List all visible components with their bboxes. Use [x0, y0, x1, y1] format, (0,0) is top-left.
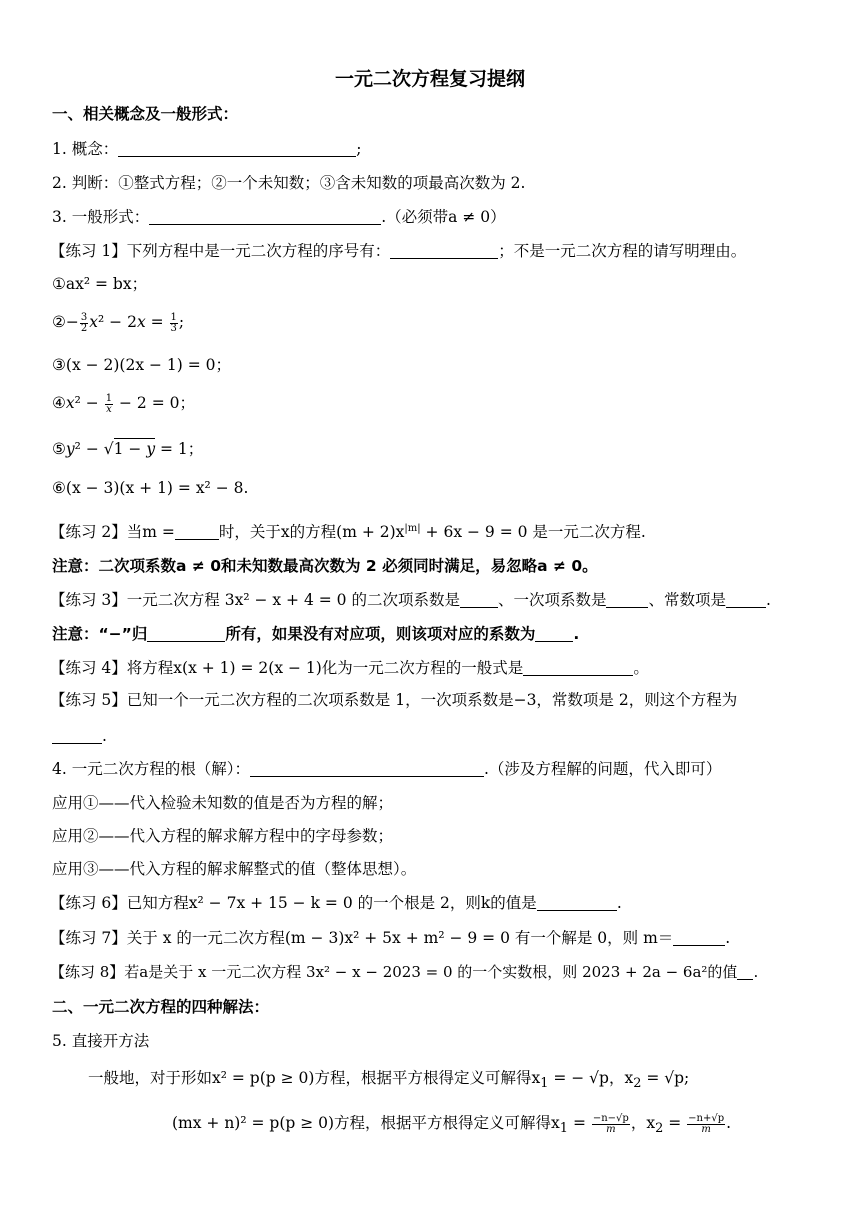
rule-1-c: = √p;: [641, 1069, 690, 1087]
exercise-2-a: 【练习 2】当m =: [50, 523, 175, 542]
judge-line: 2. 判断：①整式方程；②一个未知数；③含未知数的项最高次数为 2.: [52, 174, 526, 192]
fraction-3-over-2: $\frac{3}{2}$: [80, 311, 88, 334]
general-form-line: [52, 206, 820, 228]
rule-2-c: ，x: [630, 1114, 656, 1132]
rule-2-b: =: [568, 1114, 591, 1132]
section-heading-methods: 二、一元二次方程的四种解法：: [52, 998, 270, 1016]
exercise-4-blank[interactable]: [523, 659, 633, 676]
exercise-2: [50, 518, 820, 543]
item-2-marker: ②: [52, 313, 66, 331]
exercise-1-blank[interactable]: [390, 242, 498, 259]
page-title: 一元二次方程复习提纲: [334, 68, 525, 90]
exercise-1-suffix: ；不是一元二次方程的请写明理由。: [498, 242, 747, 260]
application-2: 应用②——代入方程的解求解方程中的字母参数；: [52, 827, 394, 845]
exercise-8-a: 【练习 8】若a是关于 x 一元二次方程 3x² − x − 2023 = 0 的一个实数根，则 2023 + 2a − 6a²的值: [50, 963, 738, 981]
root-label: 4. 一元二次方程的根（解）：: [52, 760, 250, 778]
item-5-marker: ⑤: [52, 440, 66, 458]
exercise-6: [50, 892, 820, 914]
application-3: 应用③——代入方程的解求解整式的值（整体思想）。: [52, 860, 417, 878]
exercise-3-c: 、常数项是: [648, 591, 726, 609]
fraction-1-over-x: $\frac{1}{x}$: [105, 392, 113, 415]
exercise-8-b: .: [753, 963, 759, 981]
direct-root-rule-1: 一般地，对于形如x² = p(p ≥ 0)方程，根据平方根得定义可解得$x_1$ = − √p，$x_2 = √p$;: [88, 1069, 690, 1092]
concept-line: [52, 138, 820, 160]
note-sign-b: 所有，如果没有对应项，则该项对应的系数为: [225, 625, 536, 643]
exercise-6-a: 【练习 6】已知方程x² − 7x + 15 − k = 0 的一个根是 2，则k的值是: [50, 894, 537, 912]
application-1: 应用①——代入检验未知数的值是否为方程的解；: [52, 794, 394, 812]
equation-item-2: ②− $\frac{3}{2}$ x² − 2x = $\frac{1}{3}$ ;: [52, 311, 185, 334]
note-sign-blank-1[interactable]: [147, 625, 225, 642]
rule-1-b: = − √p，x: [548, 1069, 634, 1087]
exercise-8-blank[interactable]: [737, 963, 753, 980]
exercise-2-exponent: |m|: [404, 523, 421, 534]
exercise-1: [50, 240, 820, 262]
concept-end: ;: [356, 140, 362, 158]
exercise-3-blank-1[interactable]: [460, 591, 498, 608]
exercise-6-blank[interactable]: [537, 894, 617, 911]
exercise-5-answer: [52, 725, 820, 747]
general-form-label: 3. 一般形式：: [52, 208, 150, 226]
concept-blank[interactable]: [118, 140, 356, 157]
rule-1-a: 一般地，对于形如x² = p(p ≥ 0)方程，根据平方根得定义可解得x: [88, 1069, 541, 1087]
exercise-2-blank[interactable]: [175, 523, 219, 540]
exercise-6-b: .: [616, 894, 622, 912]
exercise-7-b: .: [725, 929, 731, 947]
concept-label: 1. 概念：: [52, 140, 119, 158]
note-sign-blank-2[interactable]: [535, 625, 573, 642]
exercise-8: [50, 961, 820, 983]
note-sign: [52, 623, 820, 645]
exercise-7-a: 【练习 7】关于 x 的一元二次方程(m − 3)x² + 5x + m² − 9 = 0 有一个解是 0，则 m＝: [50, 929, 674, 947]
root-blank[interactable]: [250, 760, 484, 777]
exercise-2-c: + 6x − 9 = 0 是一元二次方程.: [420, 523, 646, 542]
equation-item-6: ⑥(x − 3)(x + 1) = x² − 8.: [52, 479, 249, 497]
note-sign-c: .: [573, 625, 580, 643]
exercise-5-end: .: [102, 727, 107, 745]
exercise-5-blank[interactable]: [52, 727, 102, 744]
equation-item-5: ⑤y² − √1 − y = 1；: [52, 440, 204, 458]
rule-2-a: (mx + n)² = p(p ≥ 0)方程，根据平方根得定义可解得x: [172, 1114, 560, 1132]
root-line: [52, 758, 820, 780]
section-heading-concepts: 一、相关概念及一般形式：: [52, 105, 239, 123]
note-sign-a: 注意：“−”归: [52, 625, 148, 643]
rule-2-e: .: [726, 1114, 732, 1132]
fraction-root-1: $\frac{-n-√p}{m}$: [592, 1112, 629, 1135]
equation-item-3: ③(x − 2)(2x − 1) = 0；: [52, 356, 232, 374]
direct-root-rule-2: (mx + n)² = p(p ≥ 0)方程，根据平方根得定义可解得$x_1$ = $\frac{-n-√p}{m}$ ，$x_2$ = $\frac{-n+√p}{m}$ .: [172, 1112, 732, 1137]
exercise-7-blank[interactable]: [673, 929, 725, 946]
note-coefficient: 注意：二次项系数a ≠ 0和未知数最高次数为 2 必须同时满足，易忽略a ≠ 0。: [52, 557, 598, 575]
method-direct-root: 5. 直接开方法: [52, 1032, 150, 1050]
exercise-3: [50, 589, 820, 611]
exercise-1-prefix: 【练习 1】下列方程中是一元二次方程的序号有：: [50, 242, 391, 260]
fraction-root-2: $\frac{-n+√p}{m}$: [688, 1112, 725, 1135]
exercise-2-b: 时，关于x的方程(m + 2)x: [218, 523, 405, 542]
equation-item-1: ①ax² = bx；: [52, 275, 148, 293]
exercise-7: [50, 927, 820, 949]
exercise-4-a: 【练习 4】将方程x(x + 1) = 2(x − 1)化为一元二次方程的一般式是: [50, 659, 524, 677]
exercise-4-b: 。: [633, 659, 649, 677]
rule-2-d: =: [663, 1114, 687, 1132]
exercise-3-b: 、一次项系数是: [497, 591, 607, 609]
exercise-4: [50, 657, 820, 679]
equation-item-4: ④x² − $\frac{1}{x}$ − 2 = 0；: [52, 392, 195, 415]
item-4-marker: ④: [52, 394, 66, 412]
exercise-3-d: .: [765, 591, 771, 609]
exercise-5: 【练习 5】已知一个一元二次方程的二次项系数是 1，一次项系数是−3，常数项是 2，则这个方程为: [50, 691, 738, 709]
general-form-blank[interactable]: [149, 208, 381, 225]
exercise-3-a: 【练习 3】一元二次方程 3x² − x + 4 = 0 的二次项系数是: [50, 591, 460, 609]
general-form-note: .（必须带a ≠ 0）: [381, 208, 506, 226]
fraction-1-over-3: $\frac{1}{3}$: [170, 311, 177, 334]
exercise-3-blank-3[interactable]: [726, 591, 766, 608]
exercise-3-blank-2[interactable]: [606, 591, 648, 608]
root-note: .（涉及方程解的问题，代入即可）: [483, 760, 722, 778]
